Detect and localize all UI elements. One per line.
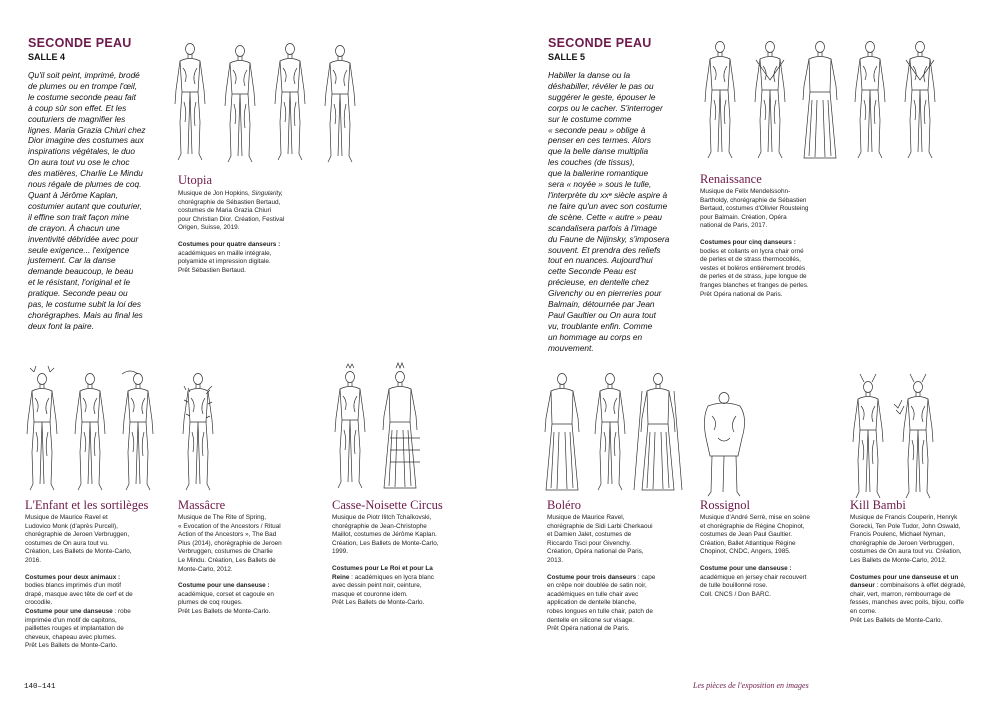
intro-line: sur le costume comme [548,113,632,124]
intro-line: seule exigence... l'exigence [28,244,130,255]
utopia-description: Musique de Jon Hopkins, Singularity, chorégraphie de Sébastien Bertaud, costumes de Maria Grazia Chiuri pour Christian Dior. Création, Festival Origen, Suisse, 2019. Costumes pour quatre danseurs : académiques en maille intégrale, polyamide et impression digitale. Prêt Sébastien Bertaud. [178,190,285,274]
utopia-costume-sketches [170,42,370,167]
intro-line: pas, le costume subit la loi des [28,299,141,310]
page-number: 140–141 [24,683,56,691]
kill-bambi-costume-sketches [848,378,938,493]
intro-line: couturiers de magnifier les [28,113,126,124]
enfant-description: Musique de Maurice Ravel et Ludovico Monk (d'après Purcell), chorégraphie de Jeroen Verbruggen, costumes de On aura tout vu. Création, Les Ballets de Monte-Carlo, 2016. Costumes pour deux animaux : bodies blancs imprimés d'un motif drapé, masque avec tête de cerf et de crocodile. Costume pour une danseuse : robe imprimée d'un motif de capitons, paillettes rouges et implantation de cheveux, chapeau avec plumes. Prêt Les Ballets de Monte-Carlo. [25,514,133,650]
intro-line: Habiller la danse ou la [548,70,631,80]
intro-line: à coup sûr son effet. Et les [28,102,127,113]
intro-line: « seconde peau » oblige à [548,124,646,135]
intro-line: ne faire qu'un avec son costume [548,200,668,211]
massacre-costume-sketch [178,372,228,497]
intro-line: déshabiller, révéler le pas ou [548,80,654,91]
salle-label-right: SALLE 5 [548,52,586,62]
intro-line: corps ou le cacher. S'interroger [548,102,663,113]
intro-line: vu, troublante enfin. Comme [548,320,653,331]
intro-line: il effine son trait façon mine [28,211,129,222]
intro-line: scandalisera parfois à l'image [548,222,658,233]
intro-line: nous régale de plumes de coq. [28,179,142,190]
intro-line: tout en nuances. Aujourd'hui [548,255,653,266]
intro-line: du Faune de Nijinsky, s'imposera [548,233,670,244]
intro-line: demande beaucoup, le beau [28,266,134,277]
intro-text-right [548,70,678,354]
intro-line: suggérer le geste, épouser le [548,91,656,102]
intro-line: pratique. Seconde peau ou [28,288,128,299]
bolero-title: Boléro [547,498,582,512]
casse-noisette-title: Casse-Noisette Circus [332,498,443,512]
section-title-right: SECONDE PEAU [548,36,652,50]
intro-line: cette Seconde Peau est [548,266,637,277]
intro-line: inspirations végétales, le duo [28,146,136,157]
footer-caption: Les pièces de l'exposition en images [693,681,809,690]
rossignol-description: Musique d'André Serré, mise en scène et chorégraphie de Régine Chopinot, costumes de Jean Paul Gaultier. Création, Ballet Atlantique Régine Chopinot, CNDC, Angers, 1985. Costume pour une danseuse : académique en jersey chair recouvert de tulle bouillonné rose. Coll. CNCS / Don BARC. [700,514,810,598]
rossignol-costume-sketch [702,392,752,502]
kill-bambi-title: Kill Bambi [850,498,906,512]
massacre-title: Massâcre [178,498,226,512]
intro-line: penser en ces termes. Alors [548,135,651,146]
intro-line: justement. Car la danse [28,255,116,266]
renaissance-title: Renaissance [700,172,762,186]
intro-line: sera « noyée » sous le tulle, [548,179,652,190]
intro-line: de crayon. À chacun une [28,222,120,233]
intro-line: inventivité débridée avec pour [28,233,139,244]
intro-line: de plumes ou en trompe l'œil, [28,80,138,91]
bolero-description: Musique de Maurice Ravel, chorégraphie de Sidi Larbi Cherkaoui et Damien Jalet, costumes de Riccardo Tisci pour Givenchy. Création, Opéra national de Paris, 2013. Costume pour trois danseurs : cape en crêpe noir doublée de satin noir, académiques en tulle chair avec application de dentelle blanche, robes longues en tulle chair, patch de dentelle en silicone sur visage. Prêt Opéra national de Paris. [547,514,656,633]
intro-line: l'interprète du xxᵉ siècle aspire à [548,189,668,200]
renaissance-costume-sketches [700,40,940,165]
intro-line: lignes. Maria Grazia Chiuri chez [28,124,146,135]
intro-line: et le résistant, l'original et le [28,277,131,288]
intro-line: chorégraphes. Mais au final les [28,309,143,320]
casse-noisette-costume-sketches [330,368,440,493]
renaissance-description: Musique de Felix Mendelssohn- Bartholdy, chorégraphie de Sébastien Bertaud, costumes d'Olivier Rousteing pour Balmain. Création, Opéra national de Paris, 2017. Costumes pour cinq danseurs : bodies et collants en lycra chair orné de perles et de strass thermocollés, vestes et boléros entièrement brodés de perles et de strass, jupe longue de franges blanches et franges de perles. Prêt Opéra national de Paris. [700,188,809,298]
intro-line: les couches (de tissus), [548,157,635,168]
intro-line: que la ballerine romantique [548,168,649,179]
intro-text-left [28,70,158,332]
intro-line: Paul Gaultier ou On aura tout [548,309,656,320]
intro-line: Quant à Jérôme Kaplan, [28,189,118,200]
intro-line: mouvement. [548,342,594,353]
bolero-costume-sketches [542,372,682,497]
intro-line: Givenchy ou en pierreries pour [548,288,662,299]
salle-label-left: SALLE 4 [28,52,66,62]
intro-line: de scène. Cette « autre » peau [548,211,662,222]
intro-line: costumier autant que couturier, [28,200,142,211]
intro-line: Balmain, détournée par Jean [548,299,655,310]
intro-line: précieuse, en dentelle chez [548,277,650,288]
intro-line: Qu'il soit peint, imprimé, brodé [28,70,140,80]
enfant-costume-sketches [22,368,172,493]
massacre-description: Musique de The Rite of Spring, « Evocation of the Ancestors / Ritual Action of the Ancestors », The Bad Plus (2014), chorégraphie de Jeroen Verbruggen, costumes de Charlie Le Mindu. Création, Les Ballets de Monte-Carlo, 2012. Costume pour une danseuse : académique, corset et cagoule en plumes de coq rouges. Prêt Les Ballets de Monte-Carlo. [178,514,282,615]
intro-line: un hommage au corps en [548,331,643,342]
utopia-title: Utopia [178,173,213,187]
casse-noisette-description: Musique de Piotr Ilitch Tchaïkovski, chorégraphie de Jean-Christophe Maillot, costumes de Jérôme Kaplan. Création, Les Ballets de Monte-Carlo, 1999. Costumes pour Le Roi et pour La Reine : académiques en lycra blanc avec dessin peint noir, ceinture, masque et couronne idem. Prêt Les Ballets de Monte-Carlo. [332,514,439,607]
enfant-title: L'Enfant et les sortilèges [25,498,149,512]
intro-line: le costume seconde peau fait [28,91,136,102]
intro-line: deux font la paire. [28,320,94,331]
rossignol-title: Rossignol [700,498,751,512]
intro-line: des matières, Charlie Le Mindu [28,168,143,179]
intro-line: On aura tout vu ose le choc [28,157,130,168]
section-title-left: SECONDE PEAU [28,36,132,50]
intro-line: souvent. Et prendra des reliefs [548,244,661,255]
intro-line: que la belle danse multiplia [548,146,649,157]
intro-line: Dior imagine des costumes aux [28,135,144,146]
kill-bambi-description: Musique de Francis Couperin, Henryk Gorecki, Ten Pole Tudor, John Oswald, Francis Poulenc, Michael Nyman, chorégraphie de Jeroen Verbruggen, costumes de On aura tout vu. Création, Les Ballets de Monte-Carlo, 2012. Costumes pour une danseuse et un danseur : combinaisons à effet dégradé, chair, vert, marron, rembourrage de fesses, manches avec poils, bijou, coiffe en corne. Prêt Les Ballets de Monte-Carlo. [850,514,966,624]
